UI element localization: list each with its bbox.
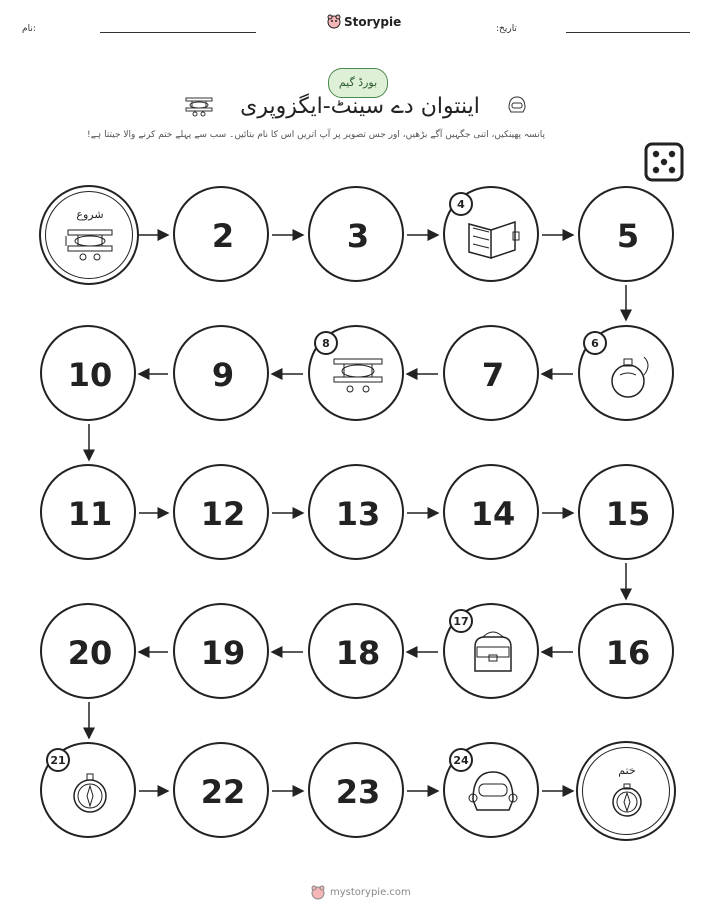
board-cell-22[interactable] [173,742,269,838]
cell-number: 5 [616,217,640,255]
book-icon [463,206,523,266]
cell-number: 18 [335,634,381,672]
page-title: اینتوان دے سینٹ-ایگزوپری [240,94,480,119]
board-cell-9[interactable] [173,325,269,421]
board-cell-11[interactable] [40,464,136,560]
cell-number: 11 [67,495,113,533]
cell-number: 10 [67,356,113,394]
board-cell-3[interactable] [308,186,404,282]
cell-number: 13 [335,495,381,533]
cell-badge-8: 8 [314,331,338,355]
board-cell-16[interactable] [578,603,674,699]
end-label: ختم [618,764,636,777]
cell-number: 9 [211,356,235,394]
board-cell-2[interactable] [173,186,269,282]
board-cell-15[interactable] [578,464,674,560]
compass-icon [60,762,120,822]
compass-icon [607,780,647,820]
start-cell[interactable] [39,185,139,285]
board-cell-10[interactable] [40,325,136,421]
biplane-icon [64,226,116,262]
instructions: پانسہ پھینکیں، اتنی جگہیں آگے بڑھیں، اور جس تصویر پر آپ اتریں اس کا نام بتائیں۔ سب سے پہلے ختم کرنے والا جیتتا ہے! [87,130,545,140]
board-cell-7[interactable] [443,325,539,421]
cell-number: 22 [200,773,246,811]
cell-number: 16 [605,634,651,672]
board-cell-18[interactable] [308,603,404,699]
cell-badge-4: 4 [449,192,473,216]
board-cell-5[interactable] [578,186,674,282]
satchel-icon [463,623,523,683]
cell-number: 15 [605,495,651,533]
cell-number: 19 [200,634,246,672]
date-label: تاریخ: [496,24,517,34]
cell-number: 7 [481,356,505,394]
end-cell[interactable] [576,741,676,841]
board-cell-14[interactable] [443,464,539,560]
cell-badge-21: 21 [46,748,70,772]
cell-number: 23 [335,773,381,811]
canteen-icon [598,345,658,405]
cell-badge-17: 17 [449,609,473,633]
board-cell-20[interactable] [40,603,136,699]
board-cell-23[interactable] [308,742,404,838]
cell-number: 14 [470,495,516,533]
cell-number: 12 [200,495,246,533]
board-cell-19[interactable] [173,603,269,699]
name-label: نام: [22,24,36,34]
board-cell-13[interactable] [308,464,404,560]
board-cell-12[interactable] [173,464,269,560]
cell-number: 2 [211,217,235,255]
cell-number: 3 [346,217,370,255]
brand-name: Storypie [344,15,402,29]
board-game-badge: بورڈ گیم [328,68,388,98]
cell-number: 20 [67,634,113,672]
cell-badge-24: 24 [449,748,473,772]
start-label: شروع [76,208,104,221]
cell-badge-6: 6 [583,331,607,355]
aviator-helmet-icon [463,762,523,822]
storypie-logo-icon [310,884,326,900]
biplane-icon [328,345,388,405]
footer-url[interactable]: mystorypie.com [330,887,411,898]
